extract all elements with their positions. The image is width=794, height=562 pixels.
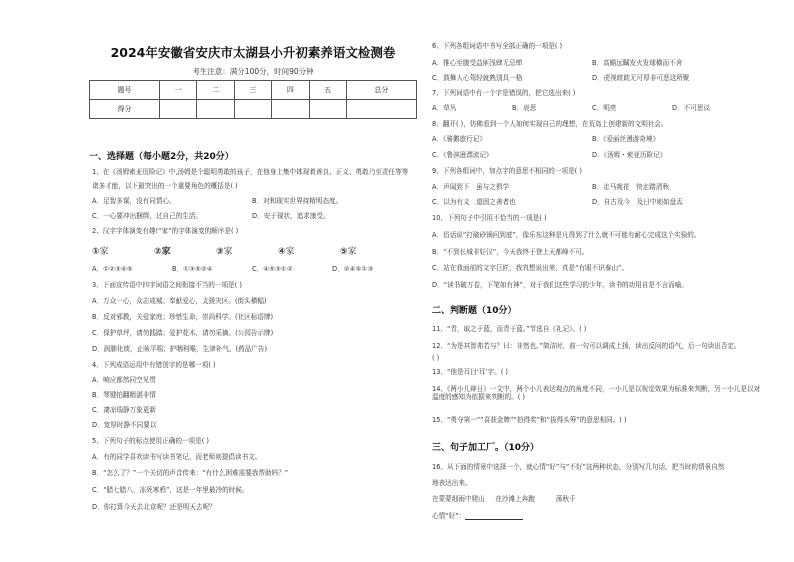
score-row-label: 得分 (90, 100, 160, 119)
score-cell[interactable] (272, 100, 309, 119)
q2-option-c[interactable]: C．④⑤③①② (252, 265, 293, 273)
q8-stem: 8、翻开( )，仿佛看到一个人如何实现自己的理想，在荒岛上创建新的文明社会。 (432, 120, 668, 128)
q8-option-c[interactable]: C．《鲁滨逊漂流记》 (432, 151, 493, 159)
section3-heading: 三、句子加工厂。（10分） (432, 443, 540, 453)
q4-option-b[interactable]: B．琴键拍翻精湛非情 (92, 391, 156, 399)
q5-option-d[interactable]: D．你打算今天去北京呢？还是明天去呢？ (92, 503, 216, 511)
q6-options-row (432, 59, 752, 67)
q2-glyph-item: ②家 (154, 247, 171, 257)
q2-glyph-item: ⑤家 (340, 247, 357, 257)
score-cell[interactable] (197, 100, 234, 119)
q2-glyph-item: ①家 (92, 247, 109, 257)
q16-scene: 在沙滩上奔跑 (495, 495, 535, 503)
q6-options-row (432, 74, 752, 82)
judge-item-12-tail: ( ) (432, 354, 440, 362)
q8-option-d[interactable]: D．《汤姆・索亚历险记》 (592, 151, 667, 159)
q1-option-b[interactable]: B．对和现实世界持精明态度。 (252, 197, 343, 205)
q2-option-a[interactable]: A．①②③④⑤ (92, 265, 133, 273)
q6-option-b[interactable]: B．高瞻远瞩发火发球横而不舍 (592, 59, 683, 67)
score-table-score-row (90, 100, 417, 119)
score-table-header-cell: 四 (272, 81, 309, 100)
score-table-header-row (90, 81, 417, 100)
q8-options-row (432, 151, 752, 159)
section2-heading: 二、判断题（10分） (432, 306, 517, 316)
q6-option-d[interactable]: D．虎视眈眈无可厚非可恶这所聚 (592, 74, 690, 82)
q16-answer-blank[interactable] (465, 512, 523, 520)
q16-scene: 在蒙蒙细雨中爬山 (432, 495, 485, 503)
score-table-header-cell: 一 (160, 81, 197, 100)
section1-heading: 一、选择题（每小题2分，共20分） (89, 152, 234, 162)
q16-answer-row (432, 512, 523, 520)
q10-option-c[interactable]: C．站在我面前的文字巨匠，我真想说出来，真是“有眼不识泰山”。 (432, 264, 629, 272)
exam-notice: 考生注意：满分100分，时间90分钟 (192, 67, 314, 76)
score-cell[interactable] (160, 100, 197, 119)
q16-answer-label: 心情“好”： (432, 512, 466, 520)
q5-option-c[interactable]: C．“腊七腊八，冻死寒鸦”，这是一年里最冷的时候。 (92, 486, 249, 494)
q3-option-b[interactable]: B．反对邪教，关爱家庭；珍惜生命，崇尚科学。(社区标语牌) (92, 313, 274, 321)
q1-option-c[interactable]: C．一心要冲出捆绑，过自己的生活。 (92, 212, 203, 220)
judge-item-11[interactable]: 11、“青，取之于蓝，而青于蓝。”节选自《礼记》。( ) (432, 325, 587, 333)
q1-options-row (92, 197, 412, 205)
q9-stem: 9、下列各组词中，加点字的意思不相同的一项是( ) (432, 167, 582, 175)
q1-stem: 1、在《汤姆索亚历险记》中,汤姆是个聪明勇敢的孩子，在他身上集中体现着善良、正义、勇敢乃至责任等等 (92, 168, 409, 176)
q8-options-row (432, 135, 752, 143)
q2-glyph-item: ③家 (216, 247, 233, 257)
q5-option-b[interactable]: B．“怎么了？”一个关切的声音传来：“有什么困难需要我帮助吗？” (92, 469, 289, 477)
q10-option-b[interactable]: B．“不到长城非好汉”，今天我终于登上天都峰不可。 (432, 248, 589, 256)
q4-stem: 4、下列成语运用中有错别字的是哪一项( ) (92, 361, 216, 369)
q16-stem: 地表达出来。 (432, 479, 472, 487)
judge-item-13[interactable]: 13、“他是耳目‘耳’字。( ) (432, 368, 508, 376)
q9-options-row (432, 198, 752, 206)
q1-stem: 诸多才能，以下最突出的一个重要角色的概括是( ) (92, 182, 238, 190)
score-table (89, 80, 417, 119)
q4-option-a[interactable]: A．响应都然同空见贯 (92, 376, 156, 384)
score-cell[interactable] (309, 100, 346, 119)
score-table-header-cell: 二 (197, 81, 234, 100)
score-cell[interactable] (234, 100, 271, 119)
q9-options-row (432, 183, 752, 191)
q7-option-a[interactable]: A．草丛 (432, 104, 457, 112)
q9-option-d[interactable]: D．自古及今 及日中则如盘盂 (592, 198, 683, 206)
q6-option-c[interactable]: C．鼓舞人心驾轻就熟别具一格 (432, 74, 523, 82)
q10-option-a[interactable]: A．俗话说“打破砂锅问到底”，像乐东这种是凡得到了什么就不可能有耐心完成这个实验的。 (432, 231, 701, 239)
q2-stem: 2、汉字字体演变有趣!“家”的字体演变的顺序是( ) (92, 227, 239, 235)
q2-glyph-row (92, 247, 402, 258)
score-table-header-cell: 总分 (346, 81, 416, 100)
q7-options-row (432, 104, 752, 112)
q1-options-row (92, 212, 412, 220)
judge-item-15[interactable]: 15、“勇夺第一”“喜获金牌”“拍得奖”和“拔得头筹”的意思相同。( ) (432, 416, 627, 424)
q3-stem: 3、下面宣传语中四字词语之间衔接不当的一项是( ) (92, 281, 242, 289)
q6-option-a[interactable]: A．推心至腹受益匪浅肆无忌惮 (432, 59, 523, 67)
q8-option-a[interactable]: A．《骑鹅旅行记》 (432, 135, 486, 143)
q3-option-c[interactable]: C．保护草坪，请勿践踏；爱护花木，请勿采摘。(公园告示牌) (92, 329, 274, 337)
q3-option-a[interactable]: A．万众一心，众志成城；奉献爱心，支援灾区。(街头横幅) (92, 297, 267, 305)
score-table-header-cell: 三 (234, 81, 271, 100)
q2-options-row (92, 265, 412, 273)
q16-stem: 16、从下面的情景中选择一个，就心情“好”与“不好”这两种状态，分别写几句话，把当时的情景自然 (432, 463, 725, 471)
score-table-header-cell: 五 (309, 81, 346, 100)
q9-option-b[interactable]: B．走马观花 快走踏清秋 (592, 183, 670, 191)
q5-option-a[interactable]: A．有的同学喜欢读书写读书笔记，而老师则提倡读书文。 (92, 453, 262, 461)
q2-glyph-item: ④家 (278, 247, 295, 257)
q7-option-d[interactable]: D．不可思议 (672, 104, 711, 112)
q6-stem: 6、下列各组词语中书写全部正确的一项是( ) (432, 42, 563, 50)
q4-option-d[interactable]: D．宽厚时静不同要以 (92, 421, 157, 429)
judge-item-14[interactable]: 14、《两小儿辩日》一文中，两个小儿表达观点的角度不同，一小儿是以视觉效果为标准来判断，另一小儿是以对温度的感知为依据来判断的。( ) (432, 385, 761, 401)
q2-option-b[interactable]: B．①③⑤②④ (172, 265, 213, 273)
q16-scene: 荡秋千 (555, 495, 576, 503)
q10-stem: 10、下列句子中引用不恰当的一项是( ) (432, 214, 547, 222)
q4-option-c[interactable]: C．凄凉瑞静万象更新 (92, 406, 156, 414)
q7-stem: 7、下列词语中有一个字是错误的，把它选出来( ) (432, 89, 576, 97)
judge-item-12[interactable]: 12、“为是其智弗若与？曰：非然也。”简洁时，前一句可以调成上扬，读出反问的语气，后一句读出否定。 (432, 342, 741, 350)
q5-stem: 5、下列句子的标点使用正确的一项是( ) (92, 437, 209, 445)
q2-option-d[interactable]: D．②④⑤①③ (332, 265, 374, 273)
q8-option-b[interactable]: B．《爱丽丝漫游奇境》 (592, 135, 660, 143)
q9-option-c[interactable]: C．以为有义 道固之善者也 (432, 198, 516, 206)
q1-option-d[interactable]: D．安于现状，追求康受。 (252, 212, 330, 220)
exam-title: 2024年安徽省安庆市太湖县小升初素养语文检测卷 (110, 45, 396, 60)
q7-option-c[interactable]: C．明亮 (592, 104, 617, 112)
q10-option-d[interactable]: D．“读书破万卷，下笔如有神”，对于我们这些学习的少年，读书的功用自是不言而喻。 (432, 281, 688, 289)
q3-option-d[interactable]: D．润肺化痰，止咳平喘；护咽利喉，生津补气。(药品广告) (92, 345, 268, 353)
q7-option-b[interactable]: B．哀思 (512, 104, 537, 112)
q1-option-a[interactable]: A．足智多谋，没有同情心。 (92, 197, 176, 205)
q9-option-a[interactable]: A．声闻到下 虽与之俱学 (432, 183, 510, 191)
score-cell[interactable] (346, 100, 416, 119)
q16-scenes-row (432, 495, 576, 503)
score-table-header-cell: 题号 (90, 81, 160, 100)
